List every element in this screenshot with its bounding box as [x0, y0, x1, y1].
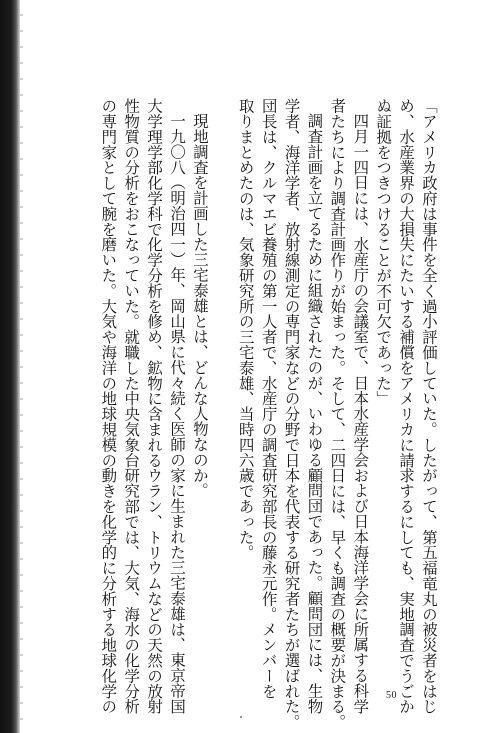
- text-column: 大学理学部化学科で化学分析を修め、鉱物に含まれるウラン、トリウムなどの天然の放射: [145, 98, 164, 714]
- text-column: の専門家として腕を磨いた。大気や海洋の地球規模の動きを化学的に分析する地球化学の: [99, 98, 118, 714]
- blank-column: [211, 98, 234, 690]
- page-number: 50: [386, 690, 397, 701]
- text-column: 者たちにより調査計画作りが始まった。そして、二四日には、早くも調査の概要が決まる。: [328, 98, 347, 730]
- text-column: 学者、海洋学者、放射線測定の専門家などの分野で日本を代表する研究者たちが選ばれた。: [282, 98, 301, 730]
- text-column: 現地調査を計画した三宅泰雄とは、どんな人物なのか。: [190, 113, 209, 499]
- scan-edge-speckle: [20, 0, 23, 733]
- text-column: 性物質の分析をおこなっていた。就職した中央気象台研究部では、大気、海水の化学分析: [122, 98, 141, 714]
- scan-dot: [240, 716, 242, 718]
- text-column: ぬ証拠をつきつけることが不可欠であった」: [374, 98, 393, 406]
- text-column: 四月一四日には、水産庁の会議室で、日本水産学会および日本海洋学会に所属する科学: [351, 113, 370, 714]
- text-column: 取りまとめたのは、気象研究所の三宅泰雄、当時四六歳であった。: [236, 98, 255, 560]
- text-column: 一九〇八（明治四一）年、岡山県に代々続く医師の家に生まれた三宅泰雄は、東京帝国: [168, 113, 187, 714]
- text-column: 調査計画を立てるために組織されたのが、いわゆる顧問団であった。顧問団には、生物: [305, 113, 324, 714]
- text-column: 団長は、クルマエビ養殖の第一人者で、水産庁の調査研究部長の藤永元作。メンバーを: [259, 98, 278, 699]
- binding-gutter: [0, 0, 20, 733]
- text-column: め、水産業界の大損失にたいする補償をアメリカに請求するにしても、実地調査でうごか: [397, 98, 416, 714]
- text-column: 「アメリカ政府は事件を全く過小評価していた。したがって、第五福竜丸の被災者をはじ: [420, 98, 438, 714]
